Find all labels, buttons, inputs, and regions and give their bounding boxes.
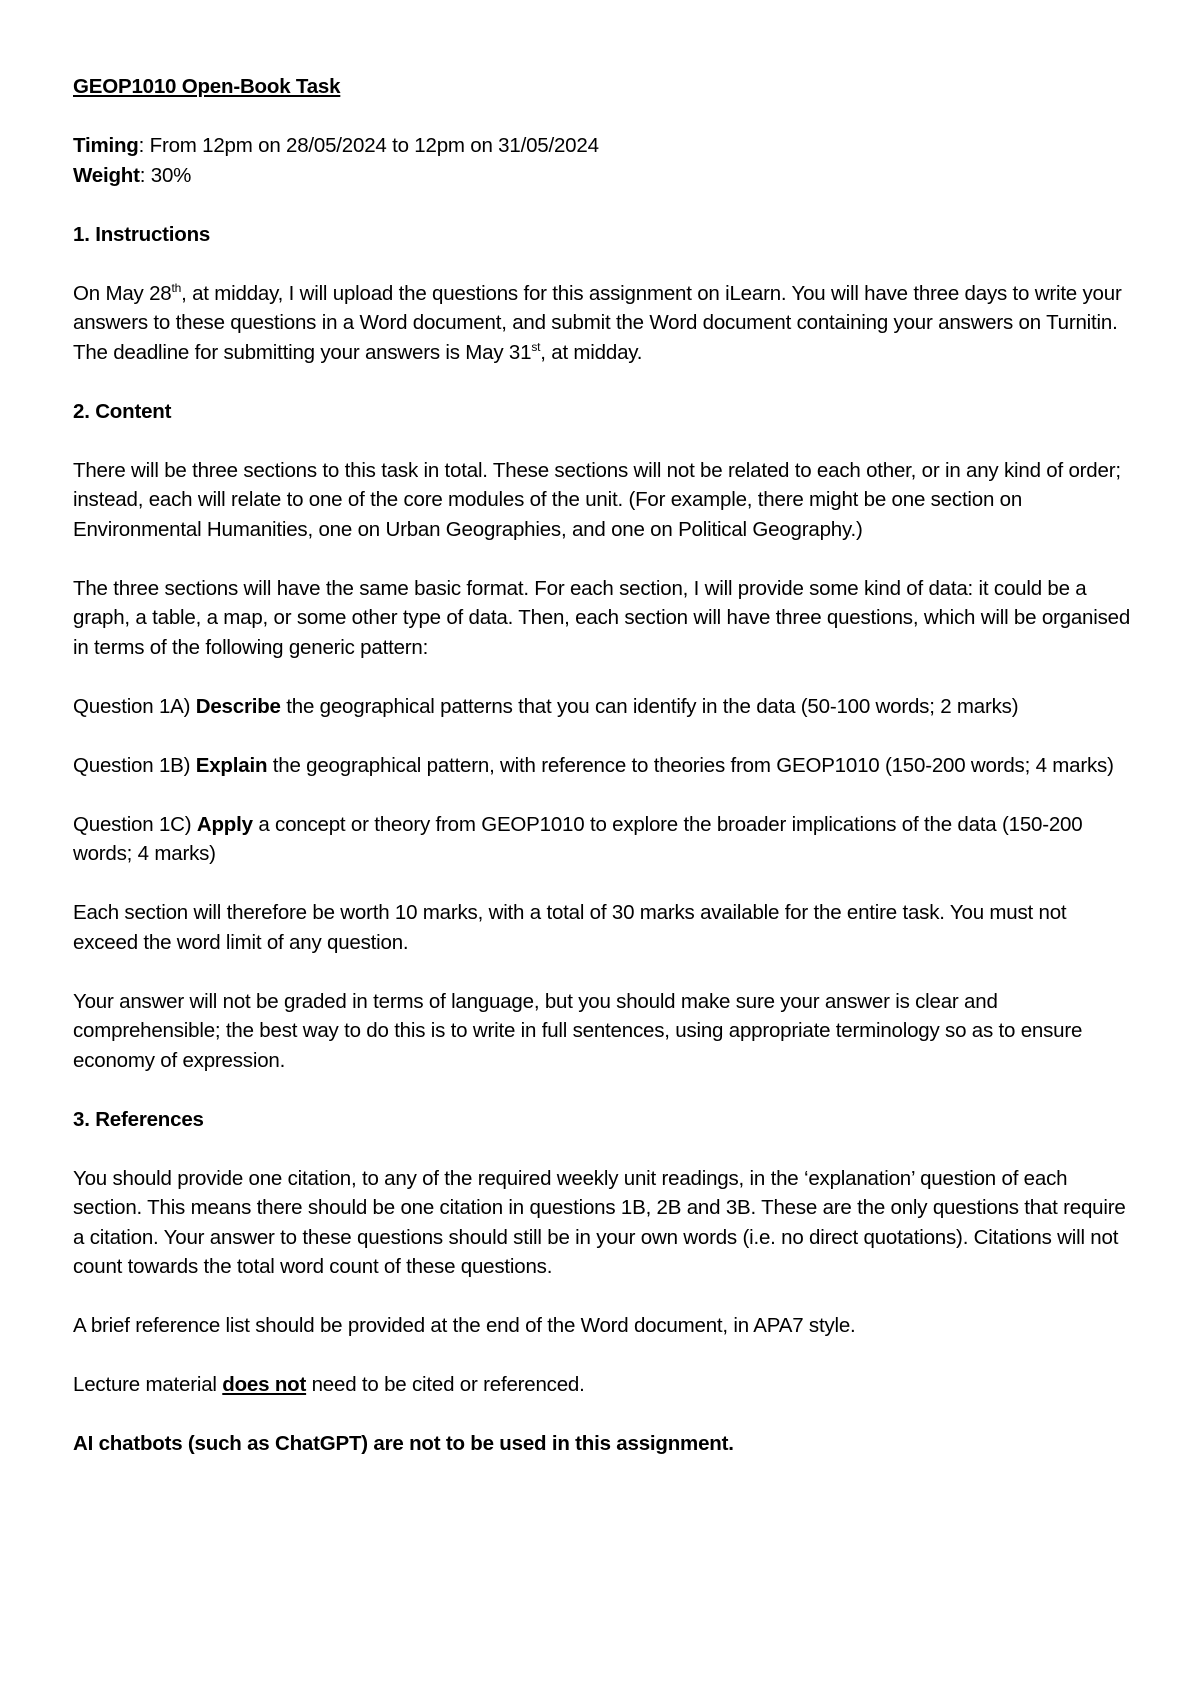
weight-line [73,161,1133,191]
instructions-text-b: , at midday, I will upload the questions for this assignment on iLearn. You will have three days to write your answers to these questions in a Word document, and submit the Word document containing your answers on Turnitin. The deadline for submitting your answers is May 31 [73,281,1122,364]
question-1a-prefix: Question 1A) [73,694,196,718]
question-1b-prefix: Question 1B) [73,753,196,777]
question-1a-verb: Describe [195,694,281,718]
references-p3-text-a: Lecture material [73,1373,223,1396]
timing-value: : From 12pm on 28/05/2024 to 12pm on 31/05/2024 [138,134,599,157]
section-heading-instructions: 1. Instructions [73,222,211,246]
references-paragraph-1: You should provide one citation, to any of the required weekly unit readings, in the ‘explanation’ question of each section. This means there should be one citation in questions 1B, 2B and 3B. These are the only questions that require a citation. Your answer to these questions should still be in your own words (i.e. no direct quotations). Citations will not count towards the total word count of these questions. [73,1166,1126,1278]
references-paragraph-3 [73,1370,1133,1400]
question-1c-verb: Apply [196,812,253,836]
document-title: GEOP1010 Open-Book Task [73,75,341,98]
content-paragraph-4: Your answer will not be graded in terms of language, but you should make sure your answer is clear and comprehensible; the best way to do this is to write in full sentences, using appropriate terminology so as to ensure economy of expression. [73,989,1083,1072]
references-paragraph-4: AI chatbots (such as ChatGPT) are not to be used in this assignment. [73,1432,734,1455]
section-heading-content: 2. Content [73,399,172,423]
instructions-text-a: On May 28 [73,281,172,305]
weight-value: : 30% [139,163,192,187]
instructions-text-c: , at midday. [540,340,643,364]
instructions-sup-1: th [171,280,182,295]
references-paragraph-2: A brief reference list should be provided at the end of the Word document, in APA7 style. [73,1314,856,1337]
question-1b-verb: Explain [195,753,268,777]
weight-label: Weight [73,163,140,187]
references-p3-emphasis: does not [222,1373,307,1396]
question-1b [73,751,1133,781]
question-1b-text: the geographical pattern, with reference to theories from GEOP1010 (150-200 words; 4 marks) [267,753,1114,777]
timing-label: Timing [73,134,139,157]
content-paragraph-3: Each section will therefore be worth 10 marks, with a total of 30 marks available for the entire task. You must not exceed the word limit of any question. [73,901,1067,954]
section-heading-references: 3. References [73,1107,204,1131]
question-1c-prefix: Question 1C) [73,812,197,836]
instructions-paragraph [73,279,1133,368]
content-paragraph-2: The three sections will have the same basic format. For each section, I will provide some kind of data: it could be a graph, a table, a map, or some other type of data. Then, each section will have three questions, which will be organised in terms of the following generic pattern: [73,576,1131,659]
question-1c-text: a concept or theory from GEOP1010 to explore the broader implications of the data (150-200 words; 4 marks) [73,812,1083,865]
document-page [73,72,1133,1488]
question-1a-text: the geographical patterns that you can identify in the data (50-100 words; 2 marks) [280,694,1019,718]
instructions-sup-2: st [531,339,541,354]
content-paragraph-1: There will be three sections to this task in total. These sections will not be related to each other, or in any kind of order; instead, each will relate to one of the core modules of the unit. (For example, there might be one section on Environmental Humanities, one on Urban Geographies, and one on Political Geography.) [73,458,1121,541]
references-p3-text-b: need to be cited or referenced. [306,1373,585,1396]
question-1c [73,810,1133,869]
timing-line [73,131,1133,161]
question-1a [73,692,1133,722]
